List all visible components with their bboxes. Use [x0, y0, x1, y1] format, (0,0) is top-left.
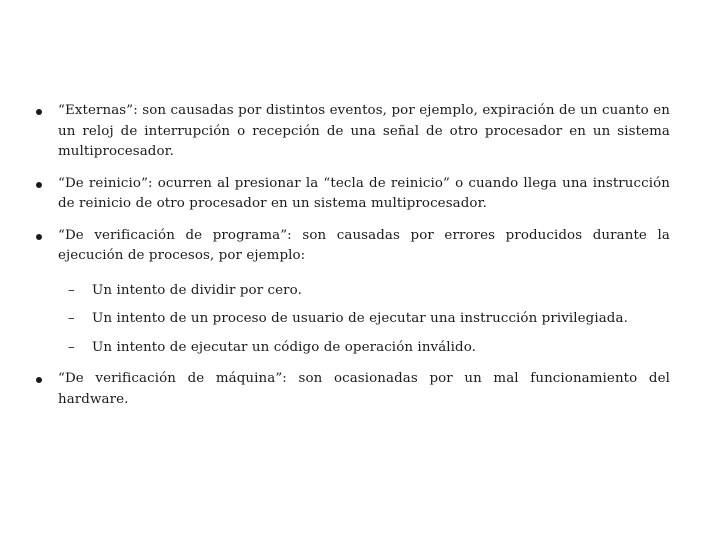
sublist-item-text: Un intento de dividir por cero. [92, 282, 302, 298]
dash-bullet: – [68, 282, 75, 298]
list-item-text: “De verificación de máquina”: son ocasionadas por un mal funcionamiento del hardware. [58, 371, 670, 407]
list-item-verificacion-programa [34, 226, 670, 359]
list-item-text: “De verificación de programa”: son causadas por errores producidos durante la ejecución de procesos, por ejemplo: [58, 227, 670, 263]
dash-bullet: – [68, 339, 75, 355]
sublist-item [66, 338, 670, 359]
bullet-icon [36, 377, 42, 383]
dash-bullet: – [68, 311, 75, 326]
list-item-text: “De reinicio”: ocurren al presionar la “tecla de reinicio” o cuando llega una instrucción de reinicio de otro procesador en un sistema multiprocesador. [58, 175, 670, 211]
list-item-externas [34, 101, 670, 163]
sublist-item-text: Un intento de un proceso de usuario de ejecutar una instrucción privilegiada. [92, 311, 628, 326]
bullet-icon [36, 182, 42, 188]
bullet-icon [36, 234, 42, 240]
list-item-text: “Externas”: son causadas por distintos eventos, por ejemplo, expiración de un cuanto en un reloj de interrupción o recepción de una señal de otro procesador en un sistema multiprocesador. [58, 103, 670, 159]
bullet-icon [36, 109, 42, 115]
list-item-reinicio [34, 174, 670, 215]
sublist-item-text: Un intento de ejecutar un código de operación inválido. [92, 339, 477, 355]
sublist-item [66, 309, 670, 330]
sublist-item [66, 281, 670, 302]
interrupt-types-list [34, 101, 670, 410]
list-item-verificacion-maquina [34, 369, 670, 410]
program-check-examples-list [58, 281, 670, 359]
